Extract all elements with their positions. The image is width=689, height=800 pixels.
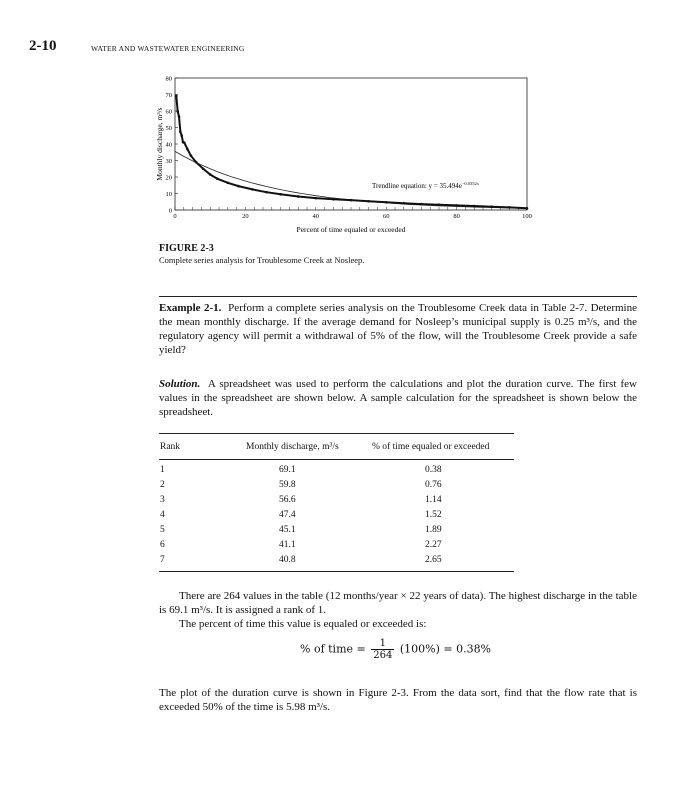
rank-cell: 6 — [160, 540, 165, 550]
data-point — [237, 185, 240, 188]
table-row — [159, 525, 514, 541]
data-point — [420, 203, 423, 206]
data-point — [195, 161, 198, 164]
percent-equation — [300, 638, 491, 661]
table-row — [159, 495, 514, 511]
trendline-equation-text: Trendline equation: y = 35.494e — [372, 182, 462, 190]
x-tick-label: 20 — [242, 213, 249, 220]
x-tick-label: 40 — [312, 213, 320, 220]
y-tick-label: 70 — [165, 92, 172, 99]
discharge-cell: 69.1 — [279, 465, 296, 475]
spreadsheet-table — [159, 433, 514, 573]
body-paragraph-1: There are 264 values in the table (12 months/year × 22 years of data). The highest discharge in the table is 69.1 m³/s. It is assigned a rank of 1. — [159, 590, 637, 616]
data-point — [508, 206, 511, 209]
data-point — [473, 205, 476, 208]
data-point — [297, 195, 300, 198]
data-point — [202, 167, 205, 170]
y-tick-label: 0 — [168, 207, 172, 215]
running-head: WATER AND WASTEWATER ENGINEERING — [91, 44, 245, 53]
rank-cell: 4 — [160, 510, 165, 520]
x-tick-label: 0 — [173, 213, 177, 220]
x-tick-label: 80 — [453, 213, 460, 220]
x-tick-label: 100 — [522, 213, 532, 220]
discharge-points — [175, 95, 528, 210]
y-tick-label: 30 — [165, 158, 172, 165]
data-point — [190, 154, 193, 157]
plot-frame — [175, 78, 527, 210]
data-point — [455, 204, 458, 207]
y-tick-label: 10 — [165, 191, 172, 198]
y-tick-label: 60 — [165, 108, 172, 116]
discharge-cell: 56.6 — [279, 495, 296, 505]
percent-cell: 0.76 — [425, 480, 442, 490]
figure-label: FIGURE 2-3 — [159, 243, 214, 254]
table-top-rule — [159, 433, 514, 434]
data-point — [251, 188, 254, 191]
table-row — [159, 465, 514, 481]
equation-denominator: 264 — [373, 650, 393, 661]
percent-cell: 2.27 — [425, 540, 442, 550]
body-paragraph-3: The plot of the duration curve is shown in Figure 2-3. From the data sort, find that the flow rate that is exceeded 50% of the time is 5.98 m³/s. — [159, 687, 637, 713]
table-header-rank: Rank — [160, 442, 181, 452]
data-point — [332, 198, 335, 201]
table-row — [159, 510, 514, 526]
percent-cell: 1.52 — [425, 510, 442, 520]
percent-cell: 1.14 — [425, 495, 442, 505]
data-point — [209, 173, 212, 176]
equation-left: % of time = — [300, 642, 366, 656]
data-point — [178, 115, 181, 118]
data-point — [385, 201, 388, 204]
example-paragraph — [159, 301, 637, 357]
data-point — [175, 95, 178, 98]
y-tick-label: 40 — [165, 141, 172, 149]
percent-cell: 1.89 — [425, 525, 442, 535]
equation-right: (100%) = 0.38% — [399, 642, 492, 656]
percent-cell: 2.65 — [425, 555, 442, 565]
example-label: Example 2-1. — [159, 302, 222, 314]
data-point — [176, 110, 179, 113]
table-header-rule — [159, 459, 514, 460]
table-bottom-rule — [159, 571, 514, 572]
discharge-cell: 41.1 — [279, 540, 296, 550]
rank-cell: 1 — [160, 465, 165, 475]
equation-numerator: 1 — [371, 638, 394, 650]
data-point — [179, 130, 182, 133]
data-point — [491, 205, 494, 208]
page-number: 2-10 — [29, 38, 57, 54]
table-header-percent: % of time equaled or exceeded — [372, 442, 490, 452]
data-point — [279, 193, 282, 196]
solution-label: Solution. — [159, 378, 201, 390]
data-point — [216, 177, 219, 180]
duration-curve-chart — [150, 70, 540, 240]
data-point — [350, 199, 353, 202]
y-tick-label: 50 — [165, 125, 172, 132]
data-point — [186, 148, 189, 151]
x-axis-ticks — [173, 207, 532, 220]
percent-cell: 0.38 — [425, 465, 442, 475]
table-row — [159, 540, 514, 556]
y-tick-label: 80 — [165, 75, 172, 83]
data-point — [227, 181, 230, 184]
x-axis-label: Percent of time equaled or exceeded — [296, 225, 406, 234]
discharge-series-line — [176, 96, 527, 208]
body-paragraph-2: The percent of time this value is equaled or exceeded is: — [179, 618, 427, 630]
figure-caption: Complete series analysis for Troublesome Creek at Nosleep. — [159, 255, 365, 265]
data-point — [403, 202, 406, 205]
x-tick-label: 60 — [382, 213, 390, 220]
data-point — [315, 197, 318, 200]
data-point — [180, 134, 183, 137]
y-tick-label: 20 — [165, 174, 172, 182]
rank-cell: 7 — [160, 555, 165, 565]
rank-cell: 2 — [160, 480, 165, 490]
example-text: Perform a complete series analysis on the Troublesome Creek data in Table 2-7. Determine the mean monthly discharge. If the average demand for Nosleep’s municipal supply is 0.25 m³/s, and the regulatory agency will permit a withdrawal of 5% of the flow, will the Troublesome Creek provide a safe yield? — [159, 302, 637, 356]
data-point — [367, 200, 370, 203]
discharge-cell: 45.1 — [279, 525, 296, 535]
equation-fraction — [371, 638, 394, 661]
example-top-rule — [159, 296, 637, 297]
y-axis-label: Monthly discharge, m³/s — [155, 107, 164, 181]
discharge-cell: 47.4 — [279, 510, 296, 520]
data-point — [265, 191, 268, 194]
discharge-cell: 59.8 — [279, 480, 296, 490]
table-row — [159, 555, 514, 571]
trendline-exponent: −0.0352x — [461, 181, 479, 186]
trendline-equation — [372, 181, 480, 190]
table-header-discharge: Monthly discharge, m³/s — [246, 442, 339, 452]
data-point — [438, 203, 441, 206]
discharge-cell: 40.8 — [279, 555, 296, 565]
data-point — [183, 141, 186, 144]
table-row — [159, 480, 514, 496]
solution-text: A spreadsheet was used to perform the calculations and plot the duration curve. The first few values in the spreadsheet are shown below. A sample calculation for the spreadsheet is shown below the spreadsheet. — [159, 378, 637, 418]
solution-paragraph — [159, 377, 637, 419]
data-point — [526, 207, 529, 210]
rank-cell: 5 — [160, 525, 165, 535]
rank-cell: 3 — [160, 495, 165, 505]
